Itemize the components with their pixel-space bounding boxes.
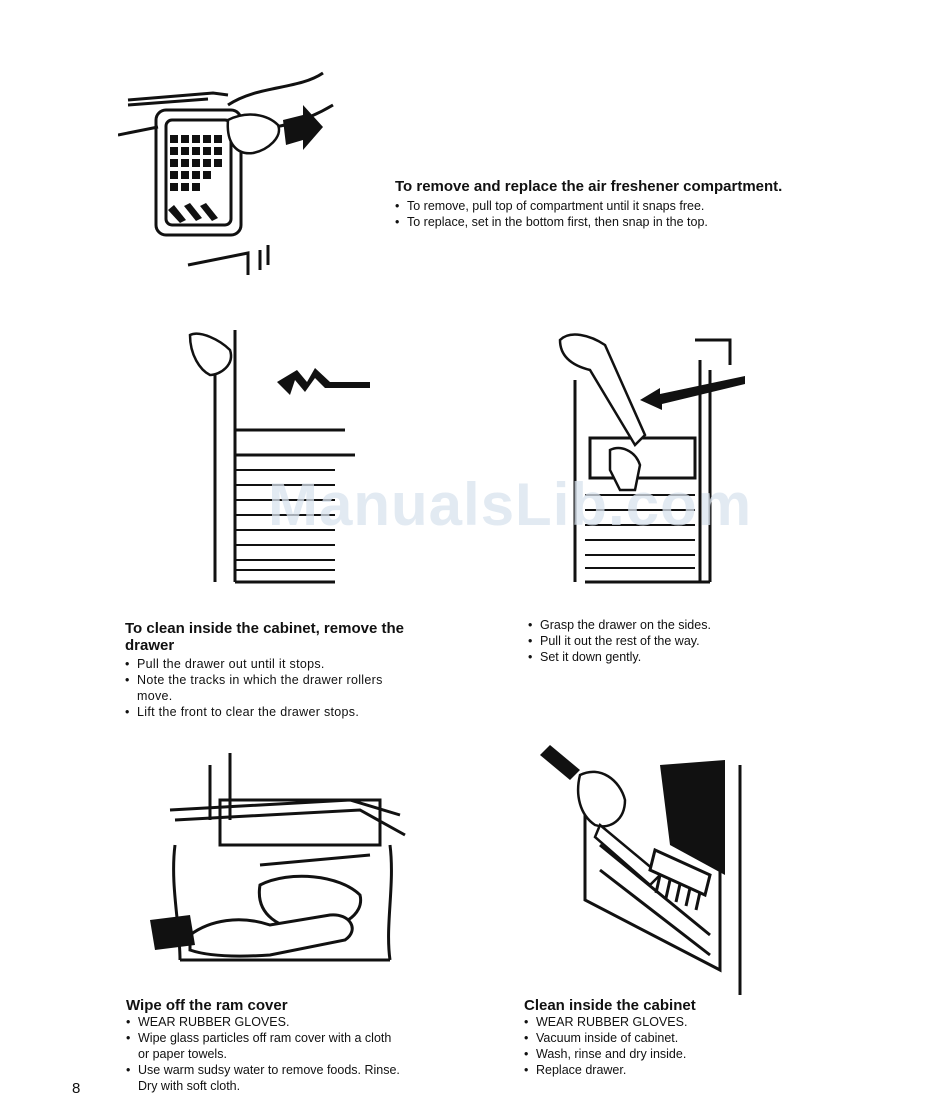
- list-item: • Vacuum inside of cabinet.: [524, 1030, 824, 1046]
- list-item: • Lift the front to clear the drawer stops.: [125, 704, 445, 720]
- list-item-continuation: or paper towels.: [138, 1047, 227, 1061]
- clean-cabinet-section: [524, 997, 824, 1078]
- clean-cabinet-illustration: [540, 725, 750, 1000]
- air-freshener-heading: To remove and replace the air freshener compartment.: [395, 178, 783, 195]
- list-item: • Wipe glass particles off ram cover with a cloth: [126, 1030, 466, 1046]
- list-item-continuation: move.: [137, 689, 173, 703]
- list-item: • WEAR RUBBER GLOVES.: [126, 1014, 466, 1030]
- list-item: • Grasp the drawer on the sides.: [528, 617, 828, 633]
- wipe-ram-heading: Wipe off the ram cover: [126, 997, 288, 1014]
- grasp-drawer-illustration: [550, 320, 750, 590]
- list-item: • Replace drawer.: [524, 1062, 824, 1078]
- wipe-ram-section: [126, 997, 466, 1094]
- list-item: • Pull the drawer out until it stops.: [125, 656, 445, 672]
- list-item-continuation: Dry with soft cloth.: [138, 1079, 241, 1093]
- grasp-drawer-section: [528, 617, 828, 665]
- air-freshener-section: [395, 178, 815, 230]
- remove-drawer-heading-line2: drawer: [125, 637, 175, 654]
- remove-drawer-heading-line1: To clean inside the cabinet, remove the: [125, 620, 404, 637]
- remove-drawer-section: [125, 620, 445, 720]
- list-item: • To replace, set in the bottom first, then snap in the top.: [395, 214, 815, 230]
- list-item: • Set it down gently.: [528, 649, 828, 665]
- ram-cover-illustration: [150, 745, 420, 975]
- air-freshener-illustration: [118, 65, 338, 275]
- list-item: • Use warm sudsy water to remove foods. Rinse.: [126, 1062, 466, 1078]
- list-item: • To remove, pull top of compartment until it snaps free.: [395, 198, 815, 214]
- clean-cabinet-heading: Clean inside the cabinet: [524, 997, 696, 1014]
- page-number: 8: [72, 1080, 81, 1097]
- list-item: • Wash, rinse and dry inside.: [524, 1046, 824, 1062]
- list-item: • Pull it out the rest of the way.: [528, 633, 828, 649]
- pull-drawer-illustration: [185, 320, 385, 590]
- list-item: • WEAR RUBBER GLOVES.: [524, 1014, 824, 1030]
- list-item: • Note the tracks in which the drawer rollers: [125, 672, 445, 688]
- watermark: ManualsLib.com: [268, 471, 753, 538]
